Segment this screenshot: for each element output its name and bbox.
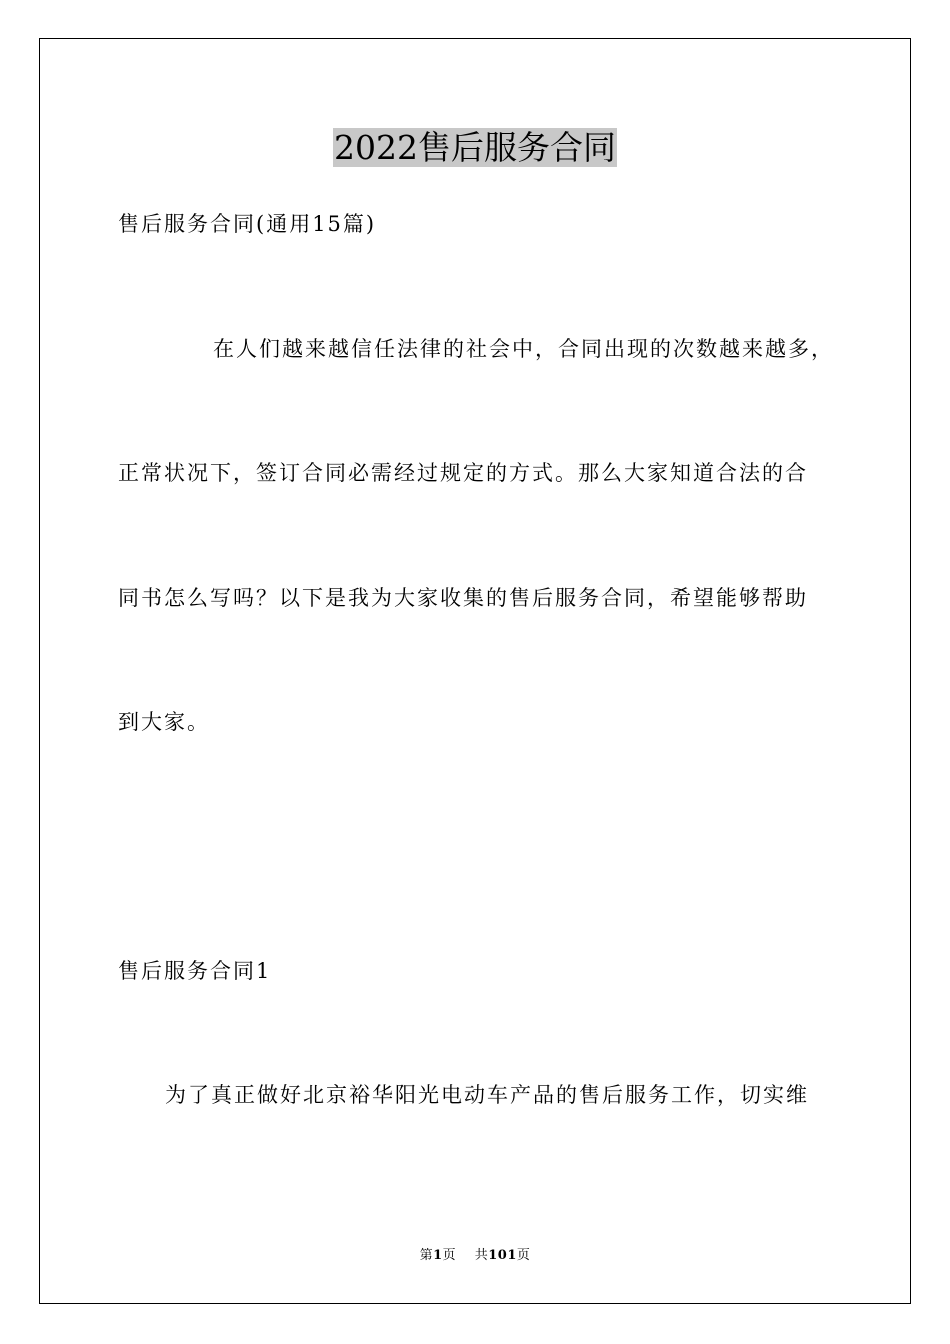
intro-paragraph-line-1: 在人们越来越信任法律的社会中，合同出现的次数越来越多， <box>213 337 834 361</box>
document-title <box>0 126 950 170</box>
footer-page-unit: 页 <box>442 1248 457 1263</box>
footer-page-total: 101 <box>488 1248 517 1263</box>
intro-paragraph-line-2: 正常状况下，签订合同必需经过规定的方式。那么大家知道合法的合 <box>118 461 808 485</box>
footer-page-current: 1 <box>433 1248 443 1263</box>
footer-page-prefix: 第 <box>419 1248 434 1263</box>
intro-paragraph-line-3: 同书怎么写吗？以下是我为大家收集的售后服务合同，希望能够帮助 <box>118 586 808 610</box>
intro-paragraph-line-4: 到大家。 <box>118 710 210 734</box>
section-heading: 售后服务合同1 <box>118 959 272 983</box>
page-footer <box>0 1247 950 1265</box>
footer-total-unit: 页 <box>516 1248 531 1263</box>
footer-total-prefix: 共 <box>474 1248 489 1263</box>
document-title-text: 2022售后服务合同 <box>334 128 616 167</box>
section-paragraph-line-1: 为了真正做好北京裕华阳光电动车产品的售后服务工作，切实维 <box>165 1083 809 1107</box>
document-subtitle: 售后服务合同(通用15篇) <box>118 212 377 236</box>
